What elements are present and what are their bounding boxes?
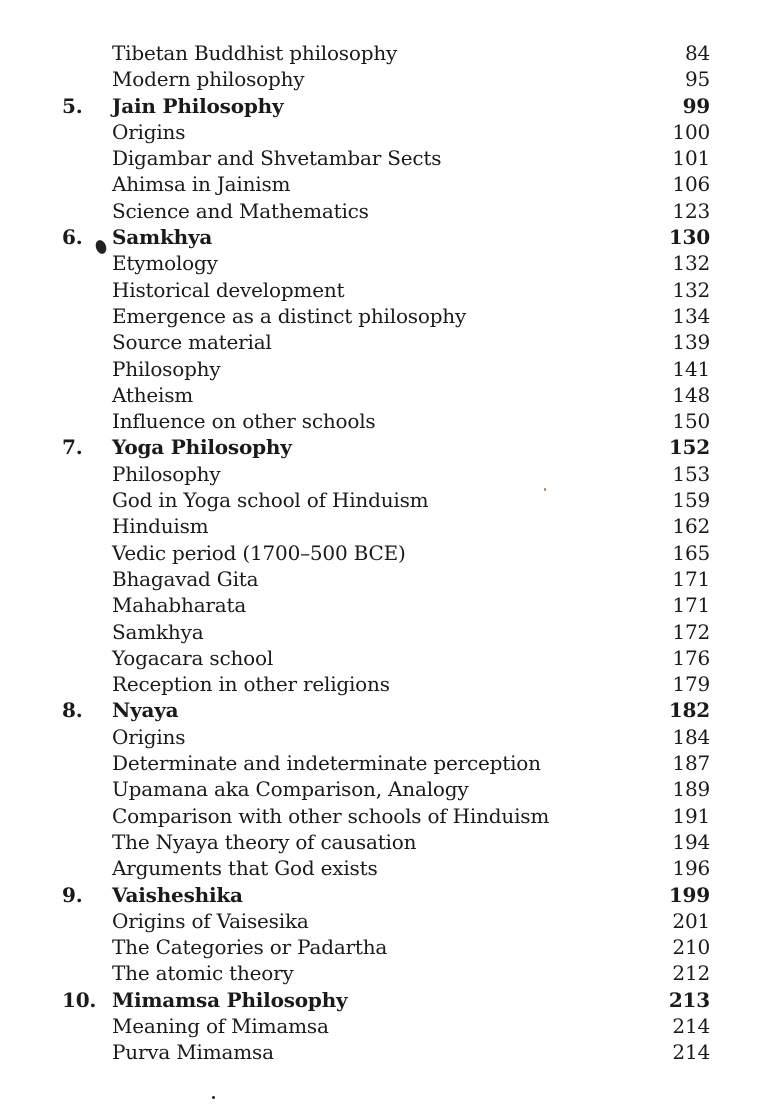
toc-section-row	[62, 145, 710, 171]
toc-chapter-row	[62, 697, 710, 723]
toc-chapter-row	[62, 224, 710, 250]
section-title: Origins of Vaisesika	[112, 908, 309, 933]
section-title: The Nyaya theory of causation	[112, 829, 417, 854]
page-number: 123	[672, 198, 710, 223]
chapter-title: Mimamsa Philosophy	[112, 987, 348, 1012]
ink-speck	[544, 488, 546, 491]
toc-section-row	[62, 803, 710, 829]
page-number: 106	[672, 172, 710, 197]
page-number: 214	[672, 1040, 710, 1065]
toc-section-row	[62, 619, 710, 645]
page-number: 194	[672, 829, 710, 854]
toc-section-row	[62, 1013, 710, 1039]
section-title: Samkhya	[112, 619, 204, 644]
toc-section-row	[62, 960, 710, 986]
page-number: 162	[672, 514, 710, 539]
toc-section-row	[62, 750, 710, 776]
toc-section-row	[62, 382, 710, 408]
chapter-number: 5.	[62, 93, 83, 118]
toc-chapter-row	[62, 93, 710, 119]
toc-section-row	[62, 592, 710, 618]
page-number: 165	[672, 540, 710, 565]
toc-section-row	[62, 645, 710, 671]
toc-section-row	[62, 855, 710, 881]
page-number: 159	[672, 488, 710, 513]
section-title: Source material	[112, 330, 272, 355]
page-number: 99	[682, 93, 710, 118]
section-title: Bhagavad Gita	[112, 566, 259, 591]
chapter-number: 7.	[62, 435, 83, 460]
page-number: 130	[668, 225, 710, 250]
page-number: 212	[672, 961, 710, 986]
page-number: 141	[672, 356, 710, 381]
page-number: 132	[672, 277, 710, 302]
section-title: Reception in other religions	[112, 672, 390, 697]
page-number: 132	[672, 251, 710, 276]
section-title: Yogacara school	[112, 645, 274, 670]
toc-section-row	[62, 540, 710, 566]
page-number: 214	[672, 1013, 710, 1038]
page-number: 148	[672, 382, 710, 407]
table-of-contents	[62, 40, 710, 1066]
page-number: 152	[668, 435, 710, 460]
page-number: 95	[684, 67, 710, 92]
page-number: 213	[668, 987, 710, 1012]
chapter-title: Nyaya	[112, 698, 179, 723]
section-title: Meaning of Mimamsa	[112, 1013, 329, 1038]
section-title: Origins	[112, 119, 186, 144]
section-title: Science and Mathematics	[112, 198, 369, 223]
toc-section-row	[62, 461, 710, 487]
toc-section-row	[62, 487, 710, 513]
page-number: 171	[672, 593, 710, 618]
section-title: Historical development	[112, 277, 345, 302]
page-number: 134	[672, 303, 710, 328]
page-number: 182	[668, 698, 710, 723]
toc-section-row	[62, 303, 710, 329]
chapter-title: Jain Philosophy	[112, 93, 284, 118]
toc-section-row	[62, 776, 710, 802]
section-title: Atheism	[112, 382, 194, 407]
toc-section-row	[62, 40, 710, 66]
toc-section-row	[62, 1039, 710, 1065]
toc-section-row	[62, 908, 710, 934]
chapter-title: Yoga Philosophy	[112, 435, 292, 460]
chapter-number: 10.	[62, 987, 97, 1012]
toc-section-row	[62, 356, 710, 382]
page-number: 139	[672, 330, 710, 355]
page-number: 201	[672, 908, 710, 933]
section-title: The Categories or Padartha	[112, 935, 388, 960]
page-number: 172	[672, 619, 710, 644]
page-number: 84	[684, 41, 710, 65]
toc-section-row	[62, 119, 710, 145]
page-number: 196	[672, 856, 710, 881]
page-number: 199	[668, 882, 710, 907]
toc-section-row	[62, 198, 710, 224]
page-number: 150	[672, 409, 710, 434]
section-title: Upamana aka Comparison, Analogy	[112, 777, 469, 802]
toc-section-row	[62, 329, 710, 355]
section-title: Comparison with other schools of Hinduism	[112, 803, 550, 828]
toc-chapter-row	[62, 882, 710, 908]
section-title: Influence on other schools	[112, 409, 376, 434]
toc-section-row	[62, 829, 710, 855]
section-title: Ahimsa in Jainism	[112, 172, 291, 197]
section-title: Philosophy	[112, 461, 221, 486]
section-title: Philosophy	[112, 356, 221, 381]
chapter-title: Samkhya	[112, 225, 213, 250]
page-number: 100	[672, 119, 710, 144]
section-title: God in Yoga school of Hinduism	[112, 488, 429, 513]
chapter-number: 6.	[62, 225, 83, 250]
chapter-number: 9.	[62, 882, 83, 907]
page-number: 210	[672, 935, 710, 960]
page-number: 176	[672, 645, 710, 670]
page-number: 101	[672, 146, 710, 171]
page-number: 187	[672, 751, 710, 776]
section-title: Origins	[112, 724, 186, 749]
page-number: 189	[672, 777, 710, 802]
page-number: 153	[672, 461, 710, 486]
toc-section-row	[62, 277, 710, 303]
section-title: The atomic theory	[112, 961, 294, 986]
page-number: 171	[672, 566, 710, 591]
toc-section-row	[62, 934, 710, 960]
section-title: Digambar and Shvetambar Sects	[112, 146, 442, 171]
section-title: Hinduism	[112, 514, 209, 539]
toc-section-row	[62, 171, 710, 197]
ink-speck	[212, 1096, 215, 1099]
toc-section-row	[62, 250, 710, 276]
section-title: Vedic period (1700–500 BCE)	[112, 540, 406, 565]
page-number: 184	[672, 724, 710, 749]
section-title: Arguments that God exists	[112, 856, 378, 881]
toc-section-row	[62, 408, 710, 434]
section-title: Determinate and indeterminate perception	[112, 751, 541, 776]
page-number: 191	[672, 803, 710, 828]
section-title: Etymology	[112, 251, 218, 276]
toc-section-row	[62, 513, 710, 539]
section-title: Mahabharata	[112, 593, 247, 618]
toc-section-row	[62, 566, 710, 592]
toc-chapter-row	[62, 987, 710, 1013]
chapter-number: 8.	[62, 698, 83, 723]
toc-section-row	[62, 66, 710, 92]
toc-chapter-row	[62, 434, 710, 460]
toc-section-row	[62, 724, 710, 750]
section-title: Purva Mimamsa	[112, 1040, 274, 1065]
page-number: 179	[672, 672, 710, 697]
chapter-title: Vaisheshika	[112, 882, 243, 907]
section-title: Tibetan Buddhist philosophy	[112, 41, 398, 65]
toc-section-row	[62, 671, 710, 697]
section-title: Modern philosophy	[112, 67, 305, 92]
section-title: Emergence as a distinct philosophy	[112, 303, 467, 328]
